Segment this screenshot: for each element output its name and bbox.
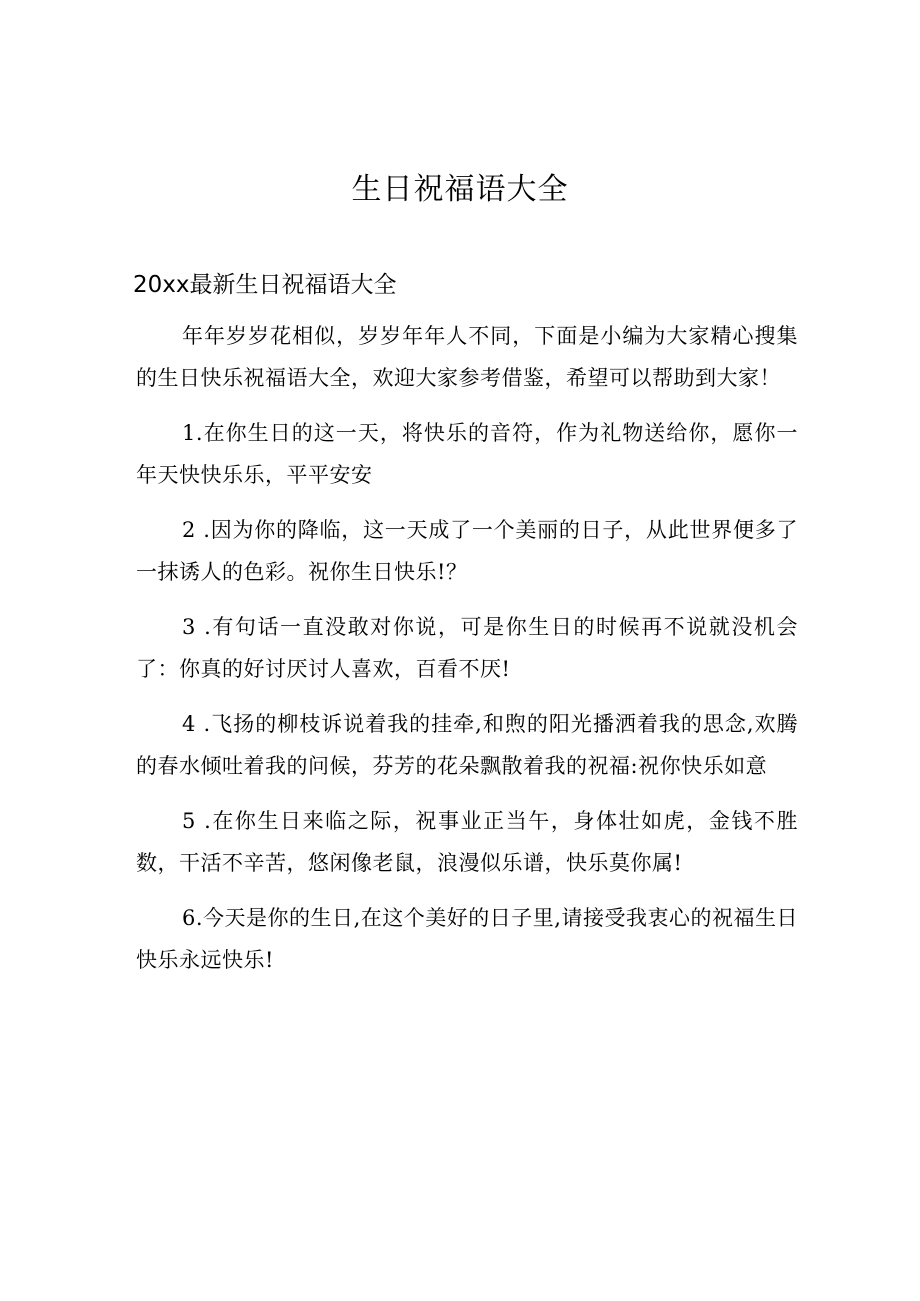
wish-paragraph-6: 6.今天是你的生日,在这个美好的日子里,请接受我衷心的祝福生日快乐永远快乐! bbox=[136, 906, 798, 972]
document-body bbox=[136, 315, 798, 994]
wish-paragraph-4: 4 .飞扬的柳枝诉说着我的挂牵,和煦的阳光播洒着我的思念,欢腾的春水倾吐着我的问候，芬芳的花朵飘散着我的祝福:祝你快乐如意 bbox=[136, 712, 798, 778]
section-heading: 20xx最新生日祝福语大全 bbox=[133, 272, 397, 298]
wish-paragraph-3: 3 .有句话一直没敢对你说，可是你生日的时候再不说就没机会了：你真的好讨厌讨人喜欢，百看不厌! bbox=[136, 615, 798, 681]
wish-paragraph-5: 5 .在你生日来临之际，祝事业正当午，身体壮如虎，金钱不胜数，干活不辛苦，悠闲像老鼠，浪漫似乐谱，快乐莫你属! bbox=[136, 809, 798, 875]
wish-paragraph-1: 1.在你生日的这一天，将快乐的音符，作为礼物送给你，愿你一年天快快乐乐，平平安安 bbox=[136, 421, 798, 487]
page-title: 生日祝福语大全 bbox=[351, 172, 569, 207]
intro-paragraph: 年年岁岁花相似，岁岁年年人不同，下面是小编为大家精心搜集的生日快乐祝福语大全，欢迎大家参考借鉴，希望可以帮助到大家！ bbox=[136, 324, 798, 390]
wish-paragraph-2: 2 .因为你的降临，这一天成了一个美丽的日子，从此世界便多了一抹诱人的色彩。祝你生日快乐!？ bbox=[136, 518, 798, 584]
